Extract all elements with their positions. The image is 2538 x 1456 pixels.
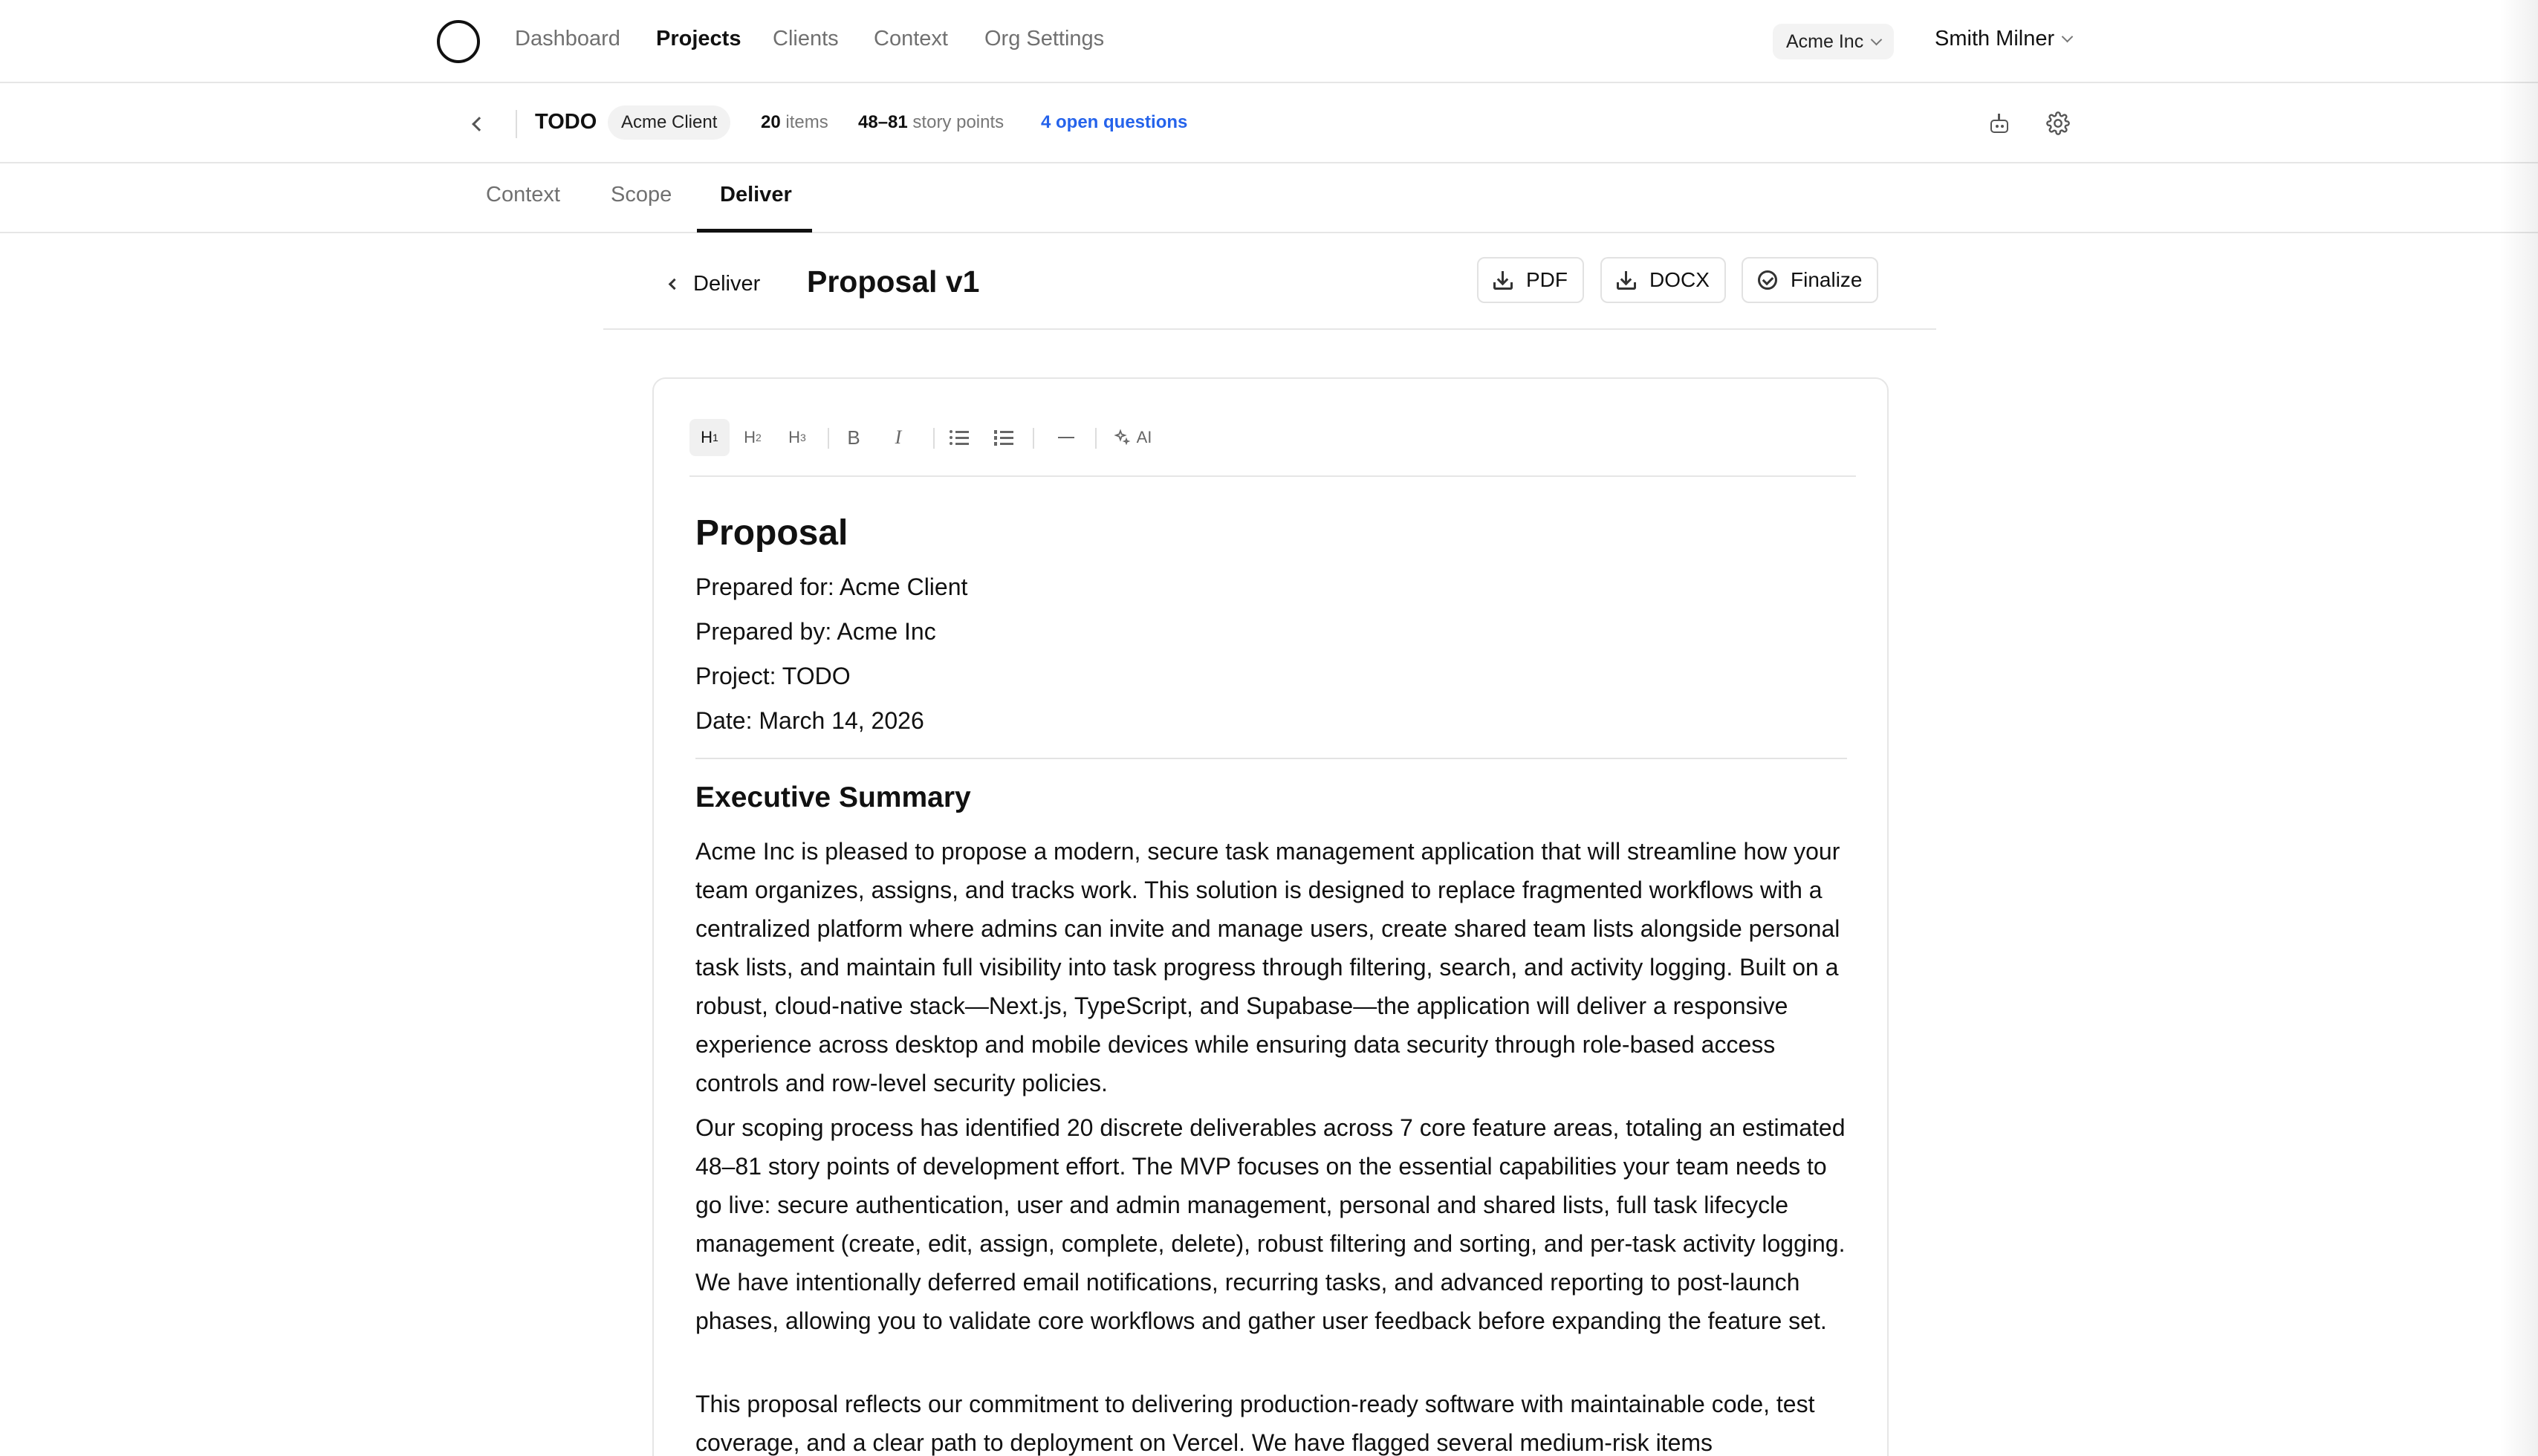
bot-icon[interactable] [1988, 113, 2010, 135]
chevron-down-icon [1871, 33, 1883, 45]
active-tab-indicator [697, 229, 812, 233]
bullet-list-icon [950, 429, 969, 446]
tab-bar [0, 163, 2538, 233]
tab-scope[interactable]: Scope [611, 183, 672, 207]
toolbar-divider [1095, 428, 1097, 449]
top-navigation [0, 0, 2538, 83]
check-circle-icon [1758, 270, 1777, 290]
heading-2-button[interactable]: H 2 [744, 428, 762, 446]
app-logo-icon[interactable] [437, 20, 480, 63]
tab-context[interactable]: Context [486, 183, 560, 207]
items-count: 20 items [761, 112, 828, 132]
org-name: Acme Inc [1786, 30, 1864, 52]
project-line: Project: TODO [695, 663, 851, 689]
docx-label: DOCX [1649, 268, 1710, 291]
download-docx-button[interactable] [1600, 257, 1726, 303]
chevron-down-icon [2062, 31, 2074, 43]
paragraph: Our scoping process has identified 20 discrete deliverables across 7 core feature areas, totaling an estimated 48–81 story points of development effort. The MVP focuses on the essential capabilities your team needs to go live: secure authentication, user and admin management, personal and shared lists, full task lifecycle management (create, edit, assign, complete, delete), robust filtering and sorting, and per-task activity logging. We have intentionally deferred email notifications, recurring tasks, and advanced reporting to post-launch phases, allowing you to validate core workflows and gather user feedback before expanding the feature set. [695, 1114, 1846, 1334]
divider [516, 110, 517, 138]
heading-3-button[interactable]: H 3 [788, 428, 806, 446]
date-line: Date: March 14, 2026 [695, 707, 924, 734]
document-heading: Proposal [695, 513, 848, 553]
download-icon [1617, 270, 1636, 290]
tab-deliver[interactable]: Deliver [720, 183, 792, 207]
gear-icon[interactable] [2046, 111, 2070, 135]
pdf-label: PDF [1526, 268, 1568, 291]
story-points: 48–81 story points [858, 112, 1005, 132]
italic-button[interactable]: I [895, 426, 902, 448]
finalize-button[interactable] [1742, 257, 1878, 303]
nav-context[interactable]: Context [874, 27, 948, 51]
sparkles-icon [1113, 429, 1131, 446]
user-menu[interactable] [1935, 27, 2071, 51]
user-name: Smith Milner [1935, 27, 2055, 51]
project-bar [0, 83, 2538, 163]
download-pdf-button[interactable] [1477, 257, 1584, 303]
heading-1-button[interactable]: H 1 [689, 419, 730, 456]
editor-toolbar [689, 413, 1856, 477]
finalize-label: Finalize [1791, 268, 1863, 291]
bullet-list-button[interactable] [942, 419, 976, 456]
ai-button[interactable]: AI [1106, 419, 1159, 456]
org-switcher[interactable] [1773, 24, 1894, 59]
prepared-for: Prepared for: Acme Client [695, 573, 968, 600]
bold-button[interactable]: B [847, 426, 860, 449]
document-header [603, 233, 1936, 330]
download-icon [1493, 270, 1513, 290]
nav-dashboard[interactable]: Dashboard [515, 27, 620, 51]
toolbar-divider [933, 428, 935, 449]
nav-clients[interactable]: Clients [773, 27, 839, 51]
toolbar-divider [1033, 428, 1034, 449]
window-edge-shadow [2499, 0, 2538, 1456]
back-to-deliver-button[interactable] [670, 272, 760, 296]
project-title: TODO [535, 110, 597, 134]
chevron-left-icon [669, 279, 681, 290]
section-heading: Executive Summary [695, 781, 971, 813]
nav-org-settings[interactable]: Org Settings [984, 27, 1105, 51]
horizontal-rule [695, 758, 1847, 759]
prepared-by: Prepared by: Acme Inc [695, 618, 936, 645]
ordered-list-button[interactable] [987, 419, 1021, 456]
horizontal-rule-button[interactable] [1049, 419, 1083, 456]
back-label: Deliver [693, 272, 761, 296]
nav-projects[interactable]: Projects [656, 27, 741, 51]
toolbar-divider [828, 428, 829, 449]
ordered-list-icon [994, 429, 1013, 446]
back-icon[interactable] [468, 113, 490, 135]
minus-icon [1058, 437, 1074, 439]
document-title: Proposal v1 [807, 264, 980, 299]
paragraph: This proposal reflects our commitment to delivering production-ready software with maintainable code, test coverage, and a clear path to deployment on Vercel. We have flagged several medium-risk items [695, 1391, 1815, 1456]
editor-card [652, 377, 1889, 1456]
client-badge[interactable]: Acme Client [608, 105, 730, 140]
open-questions-link[interactable]: 4 open questions [1041, 112, 1188, 132]
paragraph: Acme Inc is pleased to propose a modern, secure task management application that will streamline how your team organizes, assigns, and tracks work. This solution is designed to replace fragmented workflows with a centralized platform where admins can invite and manage users, create shared team lists alongside personal task lists, and maintain full visibility into task progress through filtering, search, and activity logging. Built on a robust, cloud-native stack—Next.js, TypeScript, and Supabase—the application will deliver a responsive experience across desktop and mobile devices while ensuring data security through role-based access controls and row-level security policies. [695, 838, 1840, 1096]
